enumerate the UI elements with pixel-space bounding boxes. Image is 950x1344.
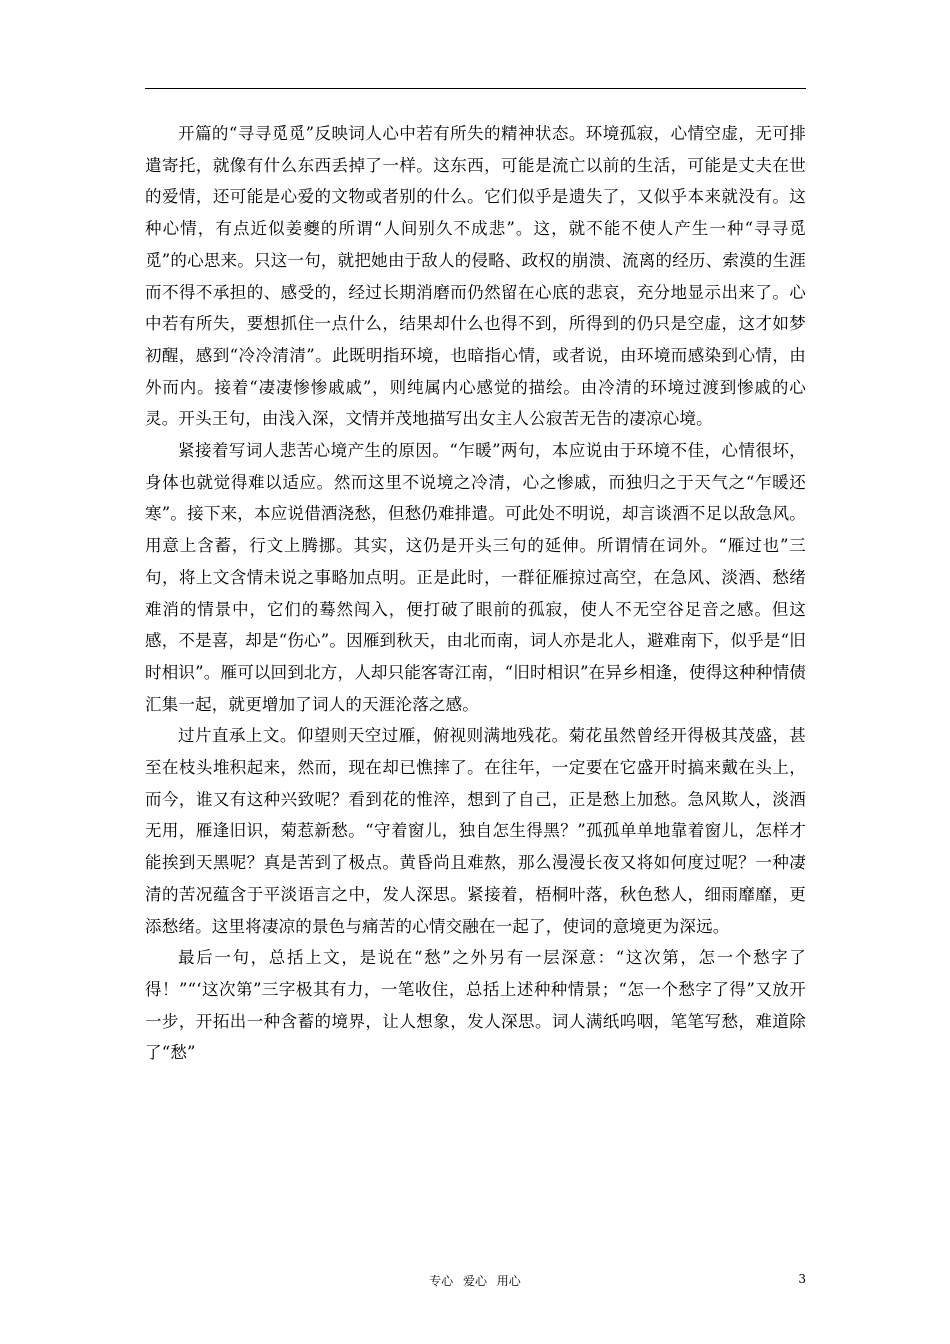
paragraph-second-stanza: 过片直承上文。仰望则天空过雁，俯视则满地残花。菊花虽然曾经开得极其茂盛，甚至在枝头堆积起来，然而，现在却已憔摔了。在往年，一定要在它盛开时搞来戴在头上，而今，谁又有这种兴致呢？看到花的惟淬，想到了自己，正是愁上加愁。急风欺人，淡酒无用，雁逢旧识，菊惹新愁。“守着窗儿，独自怎生得黑？”孤孤单单地靠着窗儿，怎样才能挨到天黑呢？真是苦到了极点。黄昏尚且难熬，那么漫漫长夜又将如何度过呢？一种凄清的苦况蕴含于平淡语言之中，发人深思。紧接着，梧桐叶落，秋色愁人，细雨靡靡，更添愁绪。这里将凄凉的景色与痛苦的心情交融在一起了，使词的意境更为深远。 bbox=[145, 726, 806, 936]
document-body bbox=[145, 118, 806, 1069]
paragraph-cause-analysis: 紧接着写词人悲苦心境产生的原因。“乍暖”两句，本应说由于环境不佳，心情很坏，身体也就觉得难以适应。然而这里不说境之冷清，心之惨戚，而独归之于天气之“乍暖还寒”。接下来，本应说借酒浇愁，但愁仍难排遣。可此处不明说，却言谈酒不足以敌急风。用意上含蓄，行文上腾挪。其实，这仍是开头三句的延伸。所谓情在词外。“雁过也”三句，将上文含情未说之事略加点明。正是此时，一群征雁掠过高空，在急风、淡酒、愁绪难消的情景中，它们的蓦然闯入，便打破了眼前的孤寂，使人不无空谷足音之感。但这感，不是喜，却是“伤心”。因雁到秋天，由北而南，词人亦是北人，避难南下，似乎是“旧时相识”。雁可以回到北方，人却只能客寄江南，“旧时相识”在异乡相逢，使得这种种情债汇集一起，就更增加了词人的天涯沦落之感。 bbox=[145, 441, 806, 714]
footer-slogan: 专心 爱心 用心 bbox=[429, 1274, 521, 1288]
header-rule bbox=[145, 88, 806, 89]
paragraph-final-line: 最后一句，总括上文，是说在“愁”之外另有一层深意：“这次第，怎一个愁字了得！”“‘这次第”三字极其有力，一笔收住，总括上述种种情景；“怎一个愁字了得”又放开一步，开拓出一种含蓄的境界，让人想象，发人深思。词人满纸呜咽，笔笔写愁，难道除了“愁” bbox=[145, 948, 806, 1063]
paragraph-opening-analysis: 开篇的“寻寻觅觅”反映词人心中若有所失的精神状态。环境孤寂，心情空虚，无可排遣寄托，就像有什么东西丢掉了一样。这东西，可能是流亡以前的生活，可能是丈夫在世的爱情，还可能是心爱的文物或者别的什么。它们似乎是遗失了，又似乎本来就没有。这种心情，有点近似姜夔的所谓“人间别久不成悲”。这，就不能不使人产生一种“寻寻觅觅”的心思来。只这一句，就把她由于敌人的侵略、政权的崩溃、流离的经历、索漠的生涯而不得不承担的、感受的，经过长期消磨而仍然留在心底的悲哀，充分地显示出来了。心中若有所失，要想抓住一点什么，结果却什么也得不到，所得到的仍只是空虚，这才如梦初醒，感到“冷冷清清”。此既明指环境，也暗指心情，或者说，由环境而感染到心情，由外而内。接着“凄凄惨惨戚戚”，则纯属内心感觉的描绘。由冷清的环境过渡到惨戚的心灵。开头王句，由浅入深，文情并茂地描写出女主人公寂苦无告的凄凉心境。 bbox=[145, 124, 806, 429]
page-number: 3 bbox=[798, 1272, 806, 1286]
